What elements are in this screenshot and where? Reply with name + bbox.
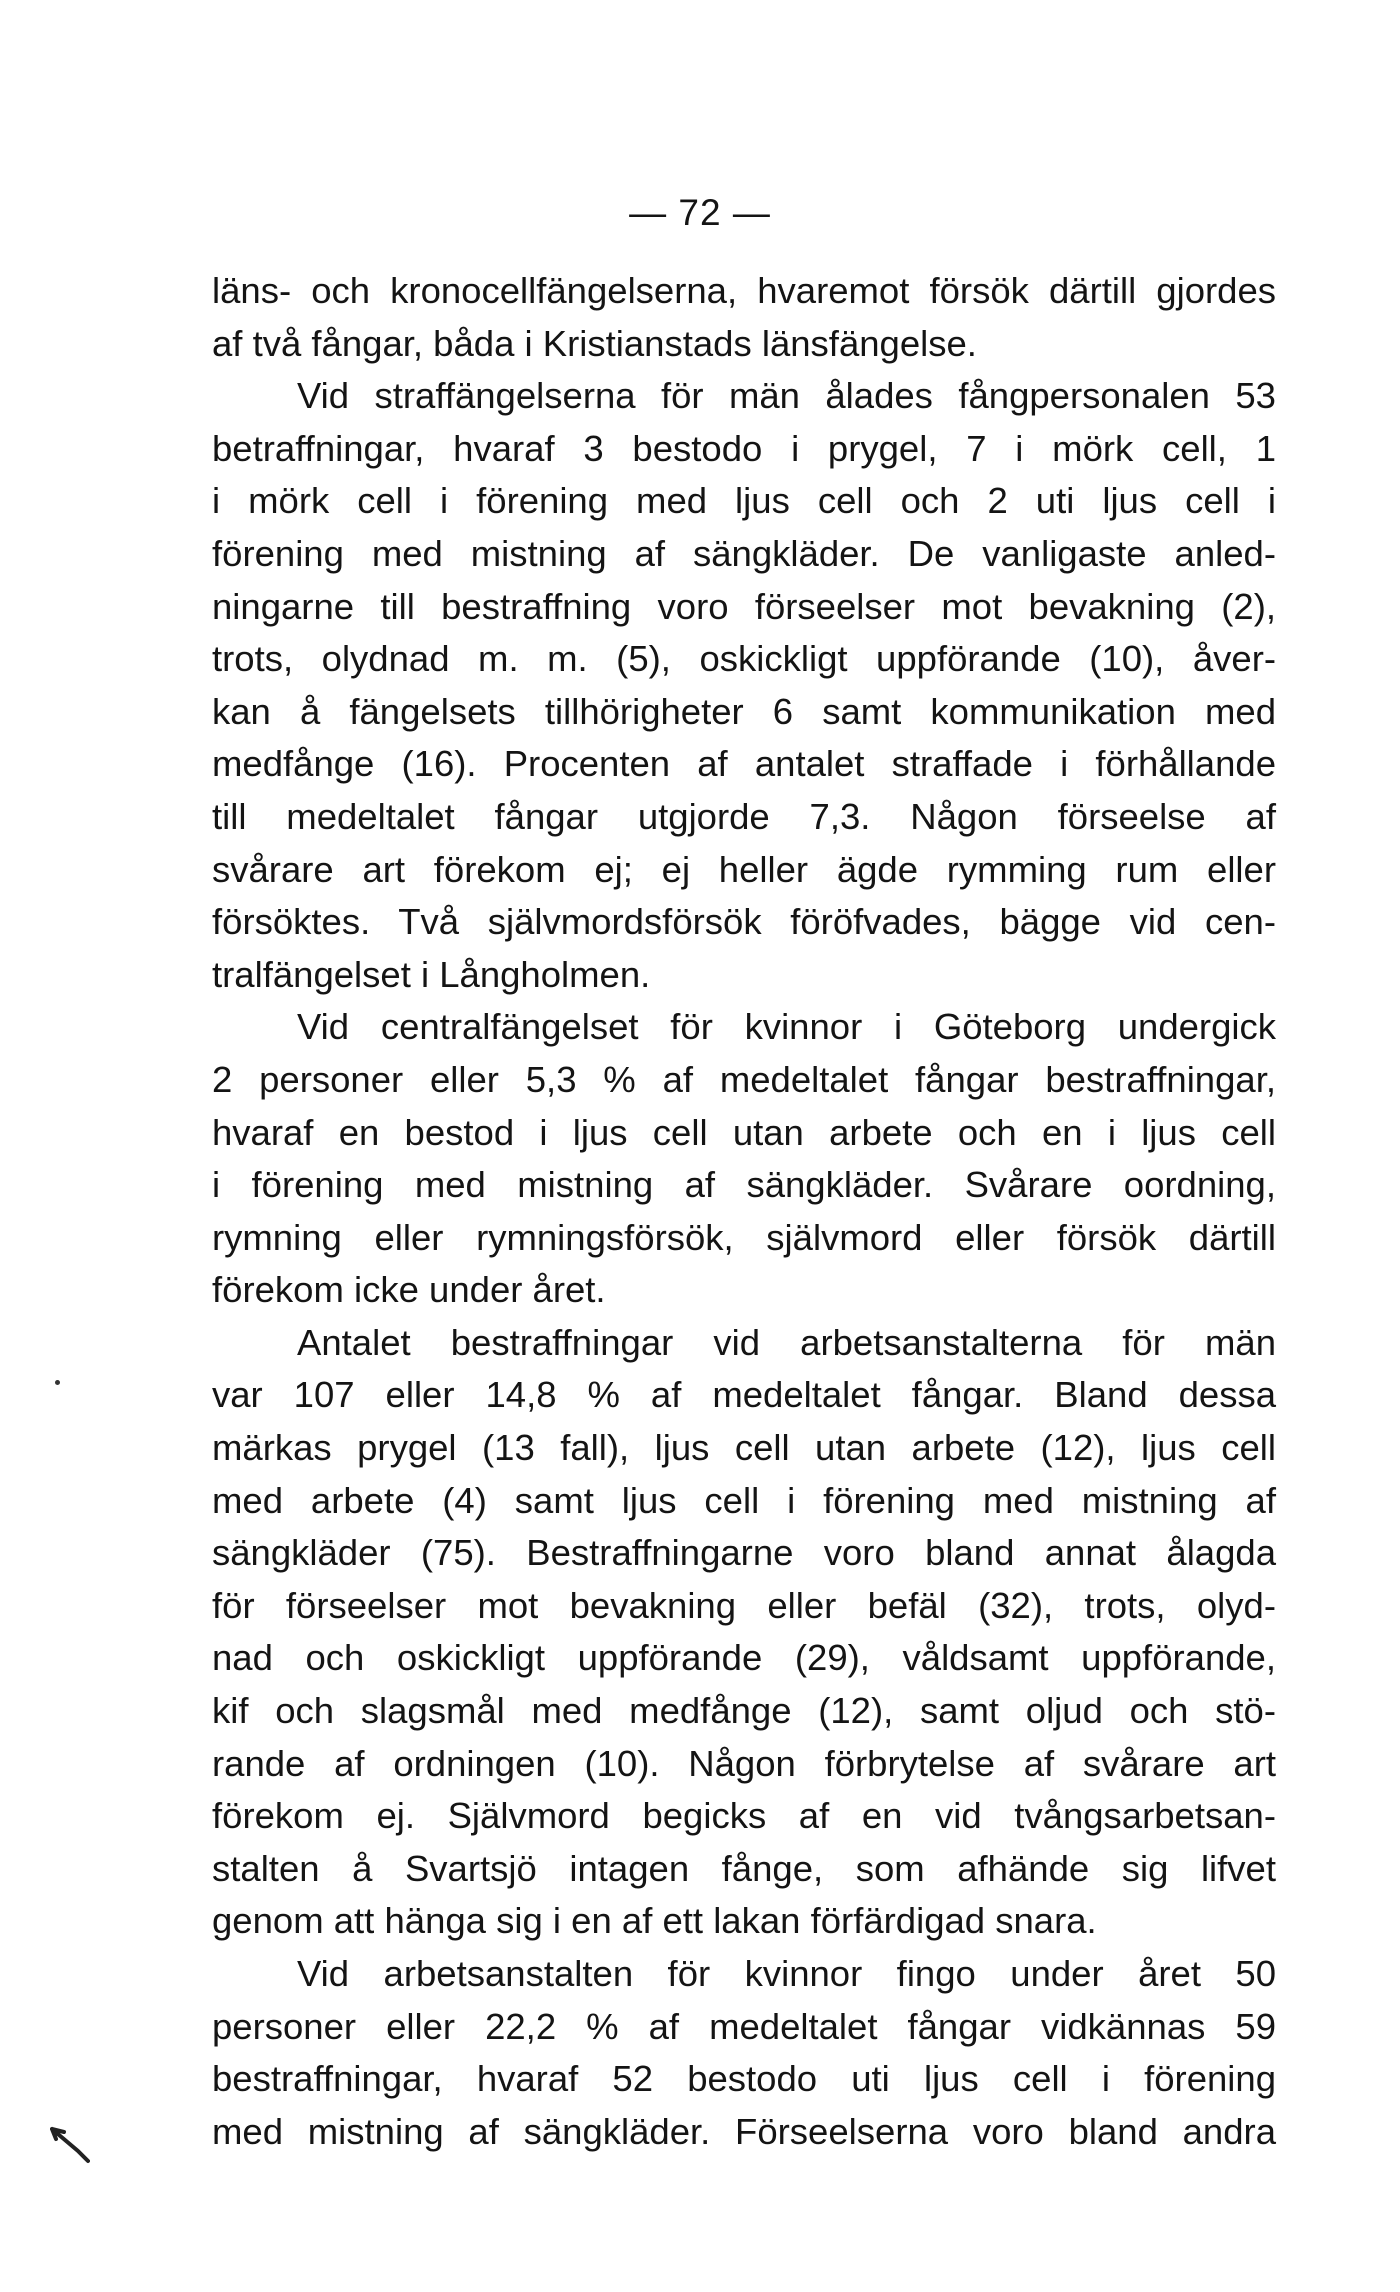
text-line: var 107 eller 14,8 % af medeltalet fångar. Bland dessa: [212, 1374, 1276, 1416]
text-line: kan å fängelsets tillhörigheter 6 samt kommunikation med: [212, 690, 1276, 732]
page-header: [0, 192, 1400, 234]
text-line: betraffningar, hvaraf 3 bestodo i prygel, 7 i mörk cell, 1: [212, 427, 1276, 469]
text-line: stalten å Svartsjö intagen fånge, som afhände sig lifvet: [212, 1847, 1276, 1889]
paragraph-start-line: Vid centralfängelset för kvinnor i Göteborg undergick: [297, 1006, 1276, 1048]
text-line: personer eller 22,2 % af medeltalet fångar vidkännas 59: [212, 2005, 1276, 2047]
text-line: försöktes. Två självmordsförsök föröfvades, bägge vid cen-: [212, 901, 1276, 943]
page-number: — 72 —: [629, 192, 771, 233]
text-line: förening med mistning af sängkläder. De vanligaste anled-: [212, 532, 1276, 574]
paragraph-start-line: Vid straffängelserna för män ålades fångpersonalen 53: [297, 375, 1276, 417]
text-line: bestraffningar, hvaraf 52 bestodo uti ljus cell i förening: [212, 2058, 1276, 2100]
text-line: 2 personer eller 5,3 % af medeltalet fångar bestraffningar,: [212, 1058, 1276, 1100]
text-line: tralfängelset i Långholmen.: [212, 953, 651, 995]
text-line: medfånge (16). Procenten af antalet straffade i förhållande: [212, 743, 1276, 785]
text-line: för förseelser mot bevakning eller befäl (32), trots, olyd-: [212, 1584, 1276, 1626]
text-line: trots, olydnad m. m. (5), oskickligt uppförande (10), åver-: [212, 638, 1276, 680]
text-line: till medeltalet fångar utgjorde 7,3. Någon förseelse af: [212, 795, 1276, 837]
text-line: svårare art förekom ej; ej heller ägde rymming rum eller: [212, 848, 1276, 890]
text-line: med mistning af sängkläder. Förseelserna voro bland andra: [212, 2110, 1276, 2152]
text-line: genom att hänga sig i en af ett lakan förfärdigad snara.: [212, 1900, 1097, 1942]
text-line: nad och oskickligt uppförande (29), våldsamt uppförande,: [212, 1637, 1276, 1679]
text-line: rymning eller rymningsförsök, självmord eller försök därtill: [212, 1216, 1276, 1258]
text-line: rande af ordningen (10). Någon förbrytelse af svårare art: [212, 1742, 1276, 1784]
stray-ink-dot: [55, 1380, 60, 1385]
text-line: i förening med mistning af sängkläder. Svårare oordning,: [212, 1164, 1276, 1206]
text-line: märkas prygel (13 fall), ljus cell utan arbete (12), ljus cell: [212, 1427, 1276, 1469]
text-line: med arbete (4) samt ljus cell i förening med mistning af: [212, 1479, 1276, 1521]
text-line: kif och slagsmål med medfånge (12), samt oljud och stö-: [212, 1690, 1276, 1732]
text-line: i mörk cell i förening med ljus cell och 2 uti ljus cell i: [212, 480, 1276, 522]
text-line: af två fångar, båda i Kristianstads länsfängelse.: [212, 322, 977, 364]
text-line: sängkläder (75). Bestraffningarne voro bland annat ålagda: [212, 1532, 1276, 1574]
corner-arrow-mark: [50, 2125, 90, 2165]
text-line: förekom icke under året.: [212, 1269, 606, 1311]
text-line: läns- och kronocellfängelserna, hvaremot försök därtill gjordes: [212, 270, 1276, 311]
paragraph-start-line: Vid arbetsanstalten för kvinnor fingo under året 50: [297, 1953, 1276, 1994]
paragraph-start-line: Antalet bestraffningar vid arbetsanstalterna för män: [297, 1321, 1276, 1363]
text-line: förekom ej. Självmord begicks af en vid tvångsarbetsan-: [212, 1795, 1276, 1837]
text-line: ningarne till bestraffning voro förseelser mot bevakning (2),: [212, 585, 1276, 627]
text-line: hvaraf en bestod i ljus cell utan arbete och en i ljus cell: [212, 1111, 1276, 1153]
body-text: [212, 265, 1276, 2158]
